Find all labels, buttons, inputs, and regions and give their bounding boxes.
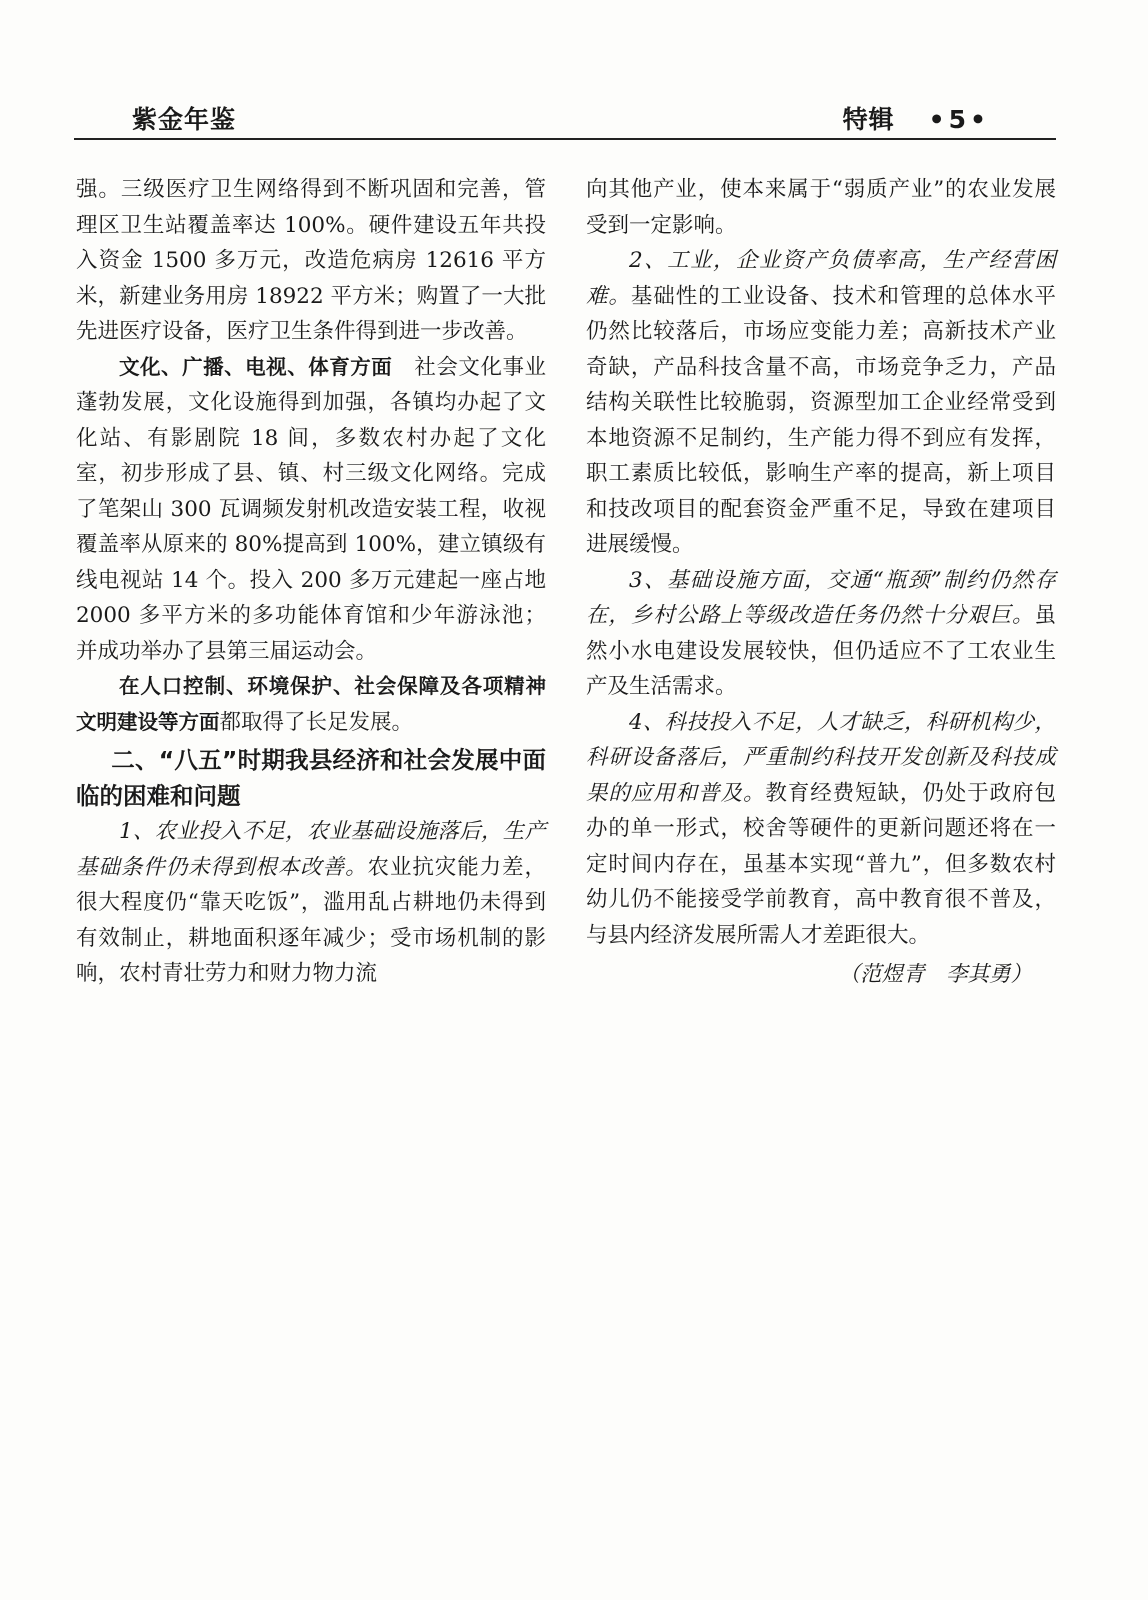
paragraph-lead: 4、科技投入不足，人才缺乏，科研机构少，科研设备落后，严重制约科技开发创新及科技成果的应用和普及。 bbox=[586, 709, 1056, 806]
paragraph-body: 基础性的工业设备、技术和管理的总体水平仍然比较落后，市场应变能力差；高新技术产业奇缺，产品科技含量不高，市场竞争乏力，产品结构关联性比较脆弱，资源型加工企业经常受到本地资源不足制约，生产能力得不到应有发挥，职工素质比较低，影响生产率的提高，新上项目和技改项目的配套资金严重不足，导致在建项目进展缓慢。 bbox=[586, 283, 1056, 557]
paragraph bbox=[76, 814, 546, 992]
header-right bbox=[843, 100, 990, 136]
paragraph bbox=[586, 243, 1056, 563]
paragraph-lead: 2、工业，企业资产负债率高，生产经营困难。 bbox=[586, 248, 1056, 309]
paragraph-lead: 3、基础设施方面，交通“瓶颈”制约仍然存在，乡村公路上等级改造任务仍然十分艰巨。 bbox=[586, 567, 1056, 628]
paragraph bbox=[586, 705, 1056, 954]
page-number: •5• bbox=[928, 105, 990, 134]
left-column bbox=[76, 172, 546, 992]
paragraph-lead: 文化、广播、电视、体育方面 bbox=[119, 354, 393, 379]
section-title: 二、“八五”时期我县经济和社会发展中面临的困难和问题 bbox=[76, 746, 546, 810]
paragraph bbox=[76, 350, 546, 670]
paragraph: 向其他产业，使本来属于“弱质产业”的农业发展受到一定影响。 bbox=[586, 177, 1056, 238]
paragraph bbox=[76, 669, 546, 740]
paragraph-body: 农业抗灾能力差，很大程度仍“靠天吃饭”，滥用乱占耕地仍未得到有效制止，耕地面积逐年减少；受市场机制的影响，农村青壮劳力和财力物力流 bbox=[76, 854, 546, 986]
paragraph-body: 教育经费短缺，仍处于政府包办的单一形式，校舍等硬件的更新问题还将在一定时间内存在，虽基本实现“普九”，但多数农村幼儿仍不能接受学前教育，高中教育很不普及，与县内经济发展所需人才差距很大。 bbox=[586, 780, 1056, 948]
paragraph-body: 社会文化事业蓬勃发展，文化设施得到加强，各镇均办起了文化站、有影剧院 18 间，多数农村办起了文化室，初步形成了县、镇、村三级文化网络。完成了笔架山 300 瓦调频发射机改造安装工程，收视覆盖率从原来的 80%提高到 100%，建立镇级有线电视站 14 个。投入 200 多万元建起一座占地 2000 多平方米的多功能体育馆和少年游泳池；并成功举办了县第三届运动会。 bbox=[76, 354, 546, 664]
book-title: 紫金年鉴 bbox=[132, 105, 237, 134]
page-header bbox=[74, 96, 1056, 140]
author-credit: （范煜青 李其勇） bbox=[838, 962, 1032, 987]
header-rule bbox=[74, 138, 1056, 140]
paragraph bbox=[586, 563, 1056, 705]
paragraph-lead: 在人口控制、环境保护、社会保障及各项精神文明建设等方面 bbox=[76, 674, 546, 734]
right-column bbox=[586, 172, 1056, 993]
paragraph: 强。三级医疗卫生网络得到不断巩固和完善，管理区卫生站覆盖率达 100%。硬件建设五年共投入资金 1500 多万元，改造危病房 12616 平方米，新建业务用房 18922 平方米；购置了一大批先进医疗设备，医疗卫生条件得到进一步改善。 bbox=[76, 177, 546, 344]
paragraph-lead: 1、农业投入不足，农业基础设施落后，生产基础条件仍未得到根本改善。 bbox=[76, 819, 546, 880]
paragraph-body: 都取得了长足发展。 bbox=[219, 709, 414, 735]
section-label: 特辑 bbox=[842, 105, 895, 134]
paragraph-body: 虽然小水电建设发展较快，但仍适应不了工农业生产及生活需求。 bbox=[586, 603, 1056, 699]
